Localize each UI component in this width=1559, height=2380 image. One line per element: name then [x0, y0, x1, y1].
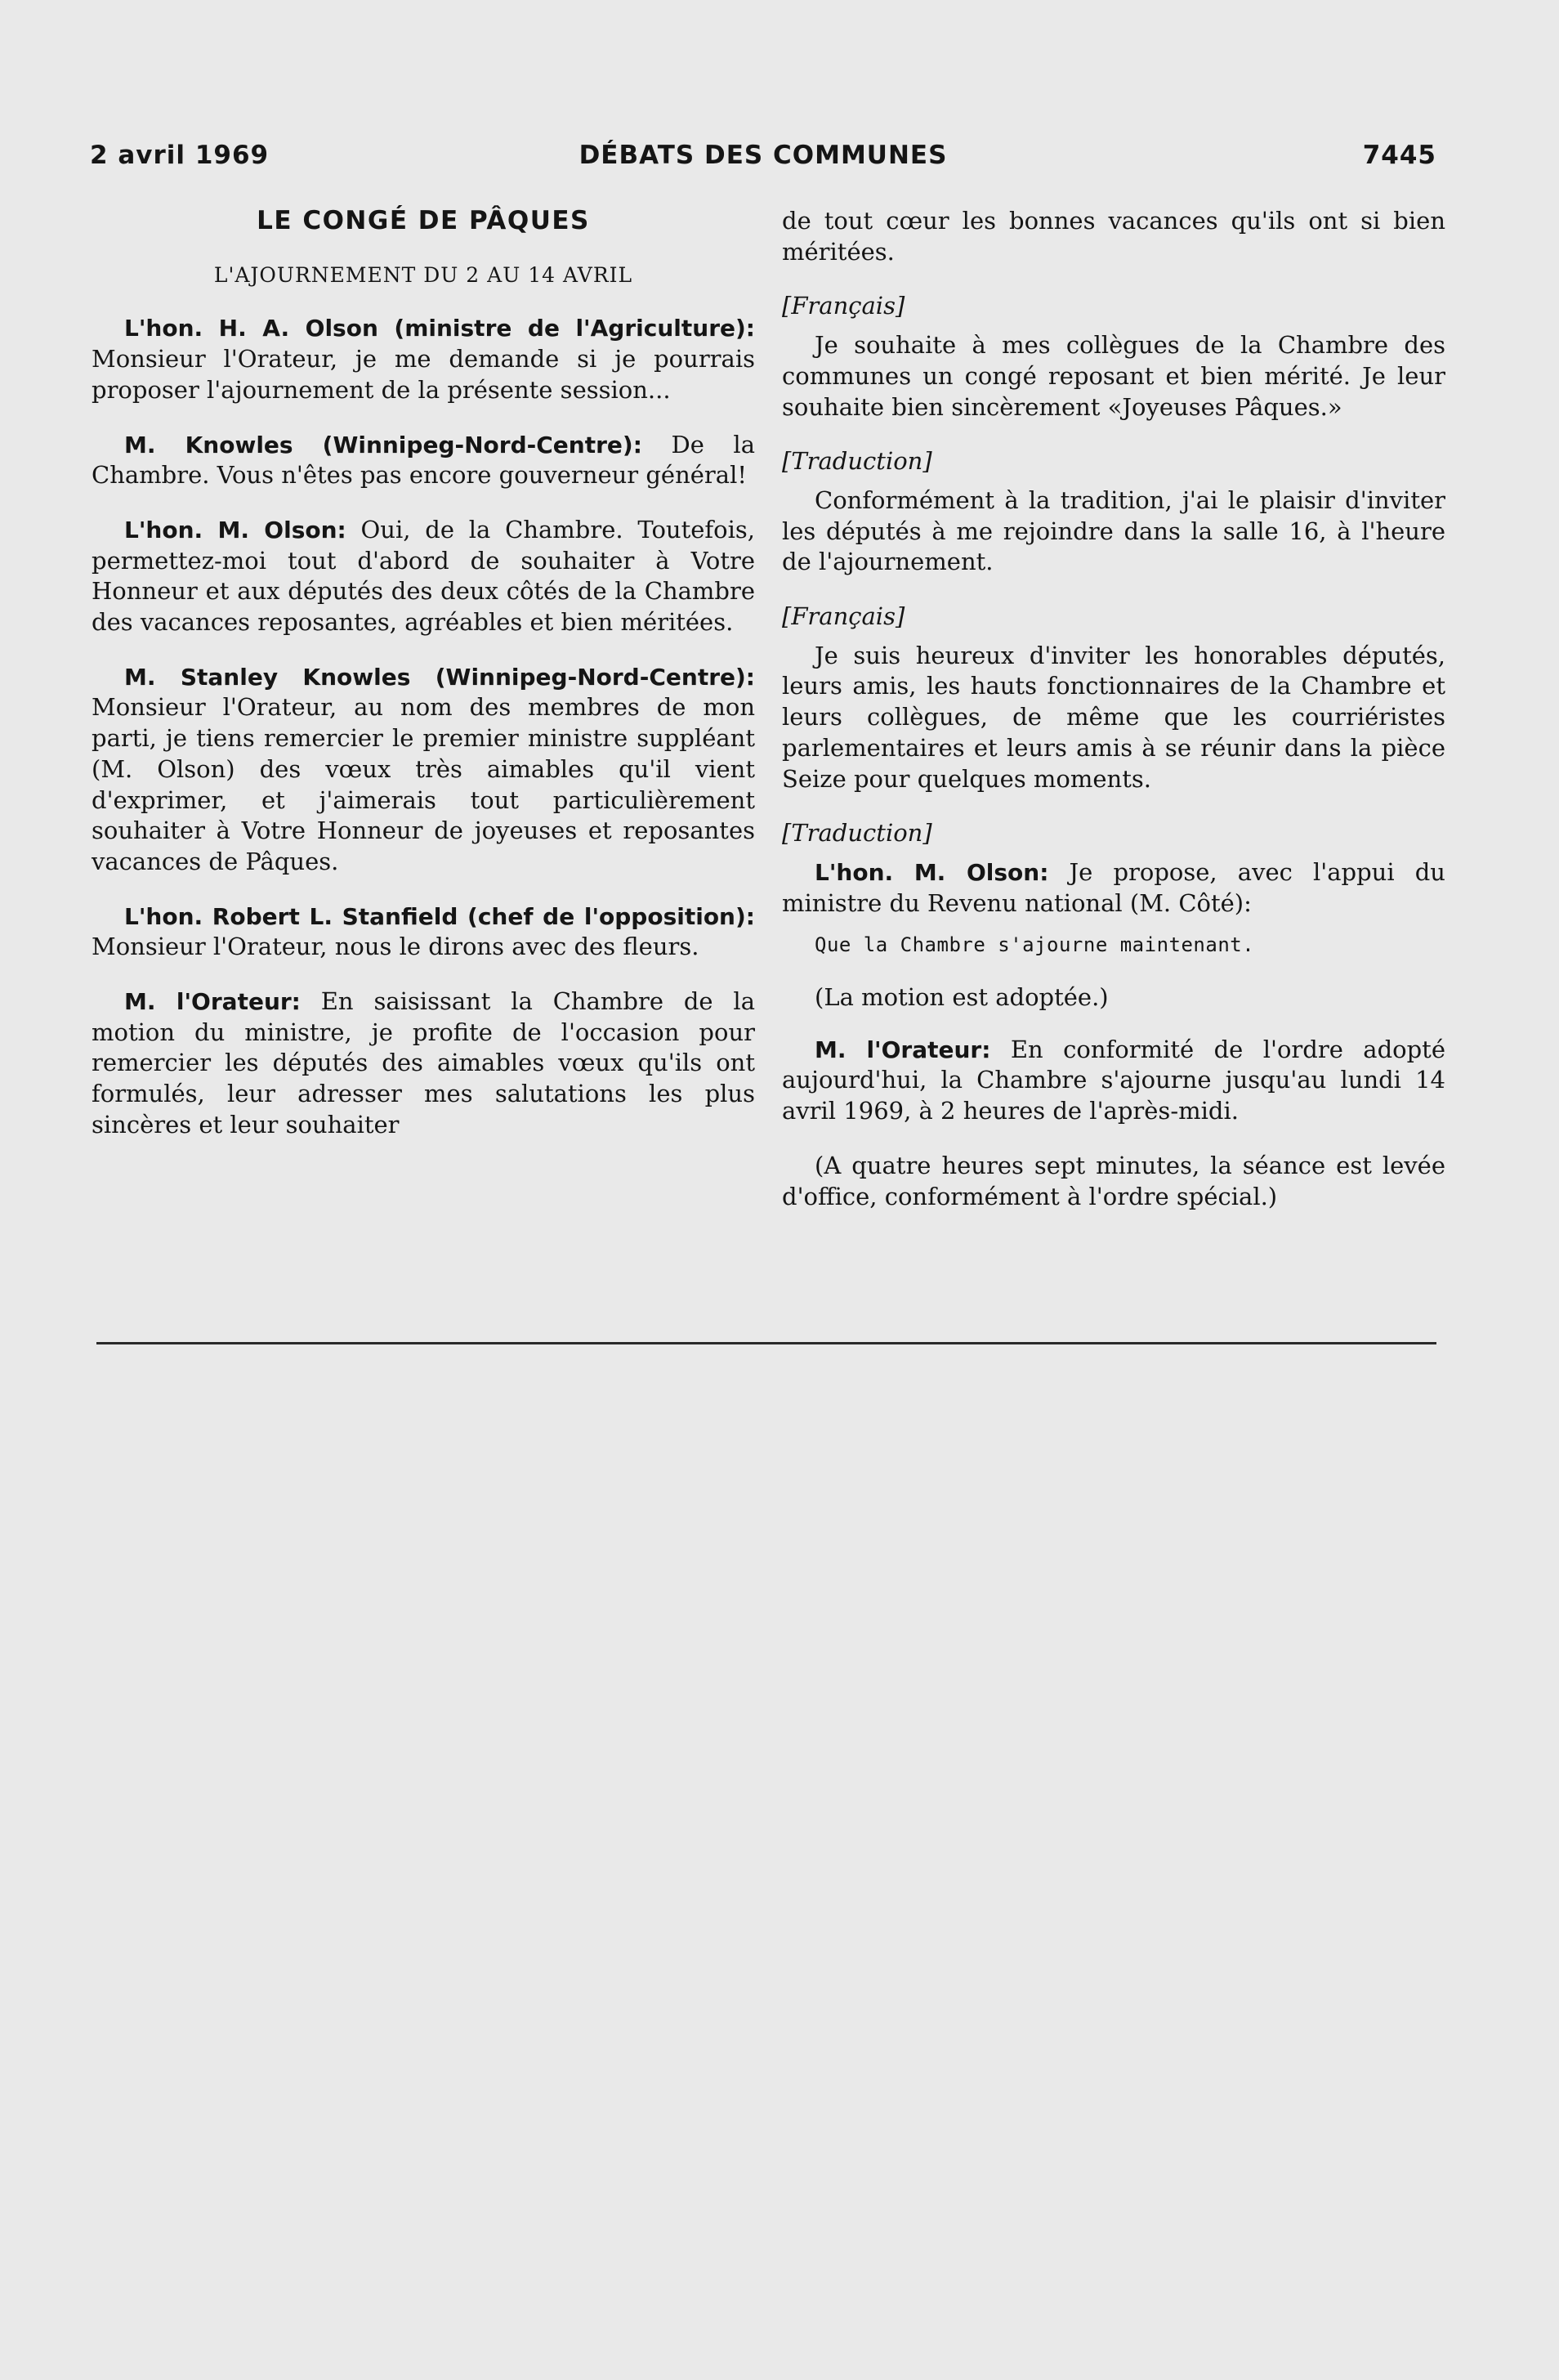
- speech-text: Je suis heureux d'inviter les honorables députés, leurs amis, les hauts fonctionnaires de la Chambre et leurs collègues, de même que les courriéristes parlementaires et leurs amis à se réunir dans la pièce Seize pour quelques moments.: [782, 641, 1445, 793]
- speech-text: Je propose, avec l'appui du ministre du Revenu national (M. Côté):: [782, 857, 1445, 917]
- language-marker: [Traduction]: [782, 447, 932, 476]
- speech-paragraph: [92, 662, 755, 878]
- section-subtitle: L'AJOURNEMENT DU 2 AU 14 AVRIL: [213, 262, 633, 287]
- header-title: DÉBATS DES COMMUNES: [578, 141, 948, 170]
- closing-note: (A quatre heures sept minutes, la séance est levée d'office, conformément à l'ordre spécial.): [782, 1151, 1445, 1210]
- speech-text: Monsieur l'Orateur, je me demande si je pourrais proposer l'ajournement de la présente session...: [92, 345, 755, 404]
- speaker-name: M. l'Orateur:: [815, 1036, 991, 1063]
- header-date: 2 avril 1969: [90, 141, 270, 170]
- speech-text: Conformément à la tradition, j'ai le plaisir d'inviter les députés à me rejoindre dans la salle 16, à l'heure de l'ajournement.: [782, 485, 1445, 576]
- speech-text: De la Chambre. Vous n'êtes pas encore gouverneur général!: [92, 430, 755, 490]
- language-marker: [Traduction]: [782, 819, 932, 848]
- motion-adopted: (La motion est adoptée.): [815, 983, 1109, 1012]
- speech-paragraph: [782, 1035, 1445, 1127]
- speaker-name: M. Knowles (Winnipeg-Nord-Centre):: [124, 431, 642, 459]
- speaker-name: L'hon. H. A. Olson (ministre de l'Agriculture):: [124, 315, 755, 342]
- speech-paragraph: [92, 515, 755, 638]
- page-header: [90, 141, 1436, 181]
- speech-paragraph: [782, 857, 1445, 919]
- speech-text: Je souhaite à mes collègues de la Chambre des communes un congé reposant et bien mérité. Je leur souhaite bien sincèrement «Joyeuses Pâques.»: [782, 331, 1445, 421]
- language-marker: [Français]: [782, 292, 905, 320]
- bottom-rule: [96, 1342, 1436, 1344]
- motion-text: Que la Chambre s'ajourne maintenant.: [815, 933, 1255, 957]
- speaker-name: M. Stanley Knowles (Winnipeg-Nord-Centre):: [124, 663, 755, 691]
- speech-paragraph: [92, 430, 755, 491]
- speech-text: Monsieur l'Orateur, au nom des membres de mon parti, je tiens remercier le premier ministre suppléant (M. Olson) des vœux très aimables qu'il vient d'exprimer, et j'aimerais tout particulièrement souhaiter à Votre Honneur de joyeuses et reposantes vacances de Pâques.: [92, 693, 755, 875]
- speech-paragraph: [92, 313, 755, 405]
- section-title: LE CONGÉ DE PÂQUES: [257, 206, 590, 235]
- right-column: [782, 206, 1445, 1236]
- speech-text: En conformité de l'ordre adopté aujourd'hui, la Chambre s'ajourne jusqu'au lundi 14 avril 1969, à 2 heures de l'après-midi.: [782, 1035, 1445, 1125]
- language-marker: [Français]: [782, 602, 905, 631]
- speech-text: Oui, de la Chambre. Toutefois, permettez-moi tout d'abord de souhaiter à Votre Honneur et aux députés des deux côtés de la Chambre des vacances reposantes, agréables et bien méritées.: [92, 515, 755, 637]
- header-page-number: 7445: [1362, 141, 1436, 170]
- left-column: [92, 206, 755, 1165]
- speech-text: En saisissant la Chambre de la motion du ministre, je profite de l'occasion pour remercier les députés des aimables vœux qu'ils ont formulés, leur adresser mes salutations les plus sincères et leur souhaiter: [92, 987, 755, 1139]
- speech-paragraph: [92, 986, 755, 1141]
- speaker-name: M. l'Orateur:: [124, 988, 301, 1016]
- speech-paragraph: [92, 901, 755, 963]
- continued-text: de tout cœur les bonnes vacances qu'ils ont si bien méritées.: [782, 207, 1445, 266]
- speaker-name: L'hon. M. Olson:: [815, 858, 1049, 886]
- speech-text: Monsieur l'Orateur, nous le dirons avec des fleurs.: [92, 933, 699, 961]
- speaker-name: L'hon. Robert L. Stanfield (chef de l'opposition):: [124, 902, 755, 930]
- speaker-name: L'hon. M. Olson:: [124, 516, 346, 544]
